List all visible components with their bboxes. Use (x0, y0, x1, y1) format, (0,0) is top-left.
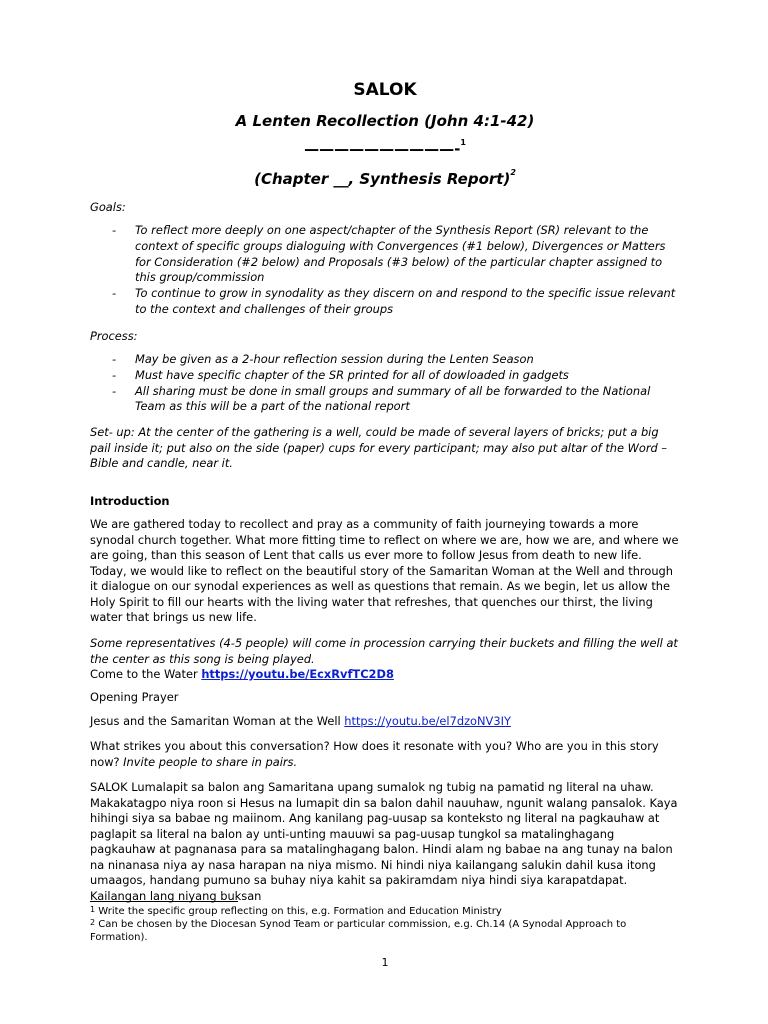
process-label: Process: (90, 329, 138, 343)
list-item: - May be given as a 2-hour reflection session during the Lenten Season (112, 352, 534, 366)
document-title: SALOK (353, 80, 417, 100)
process-text: May be given as a 2-hour reflection session during the Lenten Season (135, 352, 534, 366)
setup-text: Set- up: At the center of the gathering is a well, could be made of several layers of bricks; put a big pail inside it; put also on the side (paper) cups for every participant; may also put altar of the Word – Bible and candle, near it. (90, 425, 668, 470)
procession-block (90, 636, 680, 683)
procession-instruction: Some representatives (4-5 people) will come in procession carrying their buckets and filling the well at the center as this song is being played. (90, 636, 678, 666)
page-number: 1 (381, 956, 389, 969)
dash-blank: ——————————- (304, 140, 461, 158)
introduction-heading: Introduction (90, 494, 170, 508)
document-subtitle: A Lenten Recollection (John 4:1-42) (235, 112, 535, 130)
footnote-2 (90, 918, 680, 944)
group-name-blank (90, 140, 680, 158)
chapter-text: (Chapter __, Synthesis Report) (254, 170, 511, 188)
goal-text: To continue to grow in synodality as they discern on and respond to the specific issue relevant to the context and challenges of their groups (135, 286, 676, 316)
footnote-ref-1: 1 (460, 138, 466, 147)
opening-prayer: Opening Prayer (90, 690, 179, 704)
song-label: Come to the Water (90, 667, 202, 681)
footnote-text: Can be chosen by the Diocesan Synod Team or particular commission, e.g. Ch.14 (A Synodal Approach to Formation). (90, 919, 627, 943)
list-item: - To reflect more deeply on one aspect/chapter of the Synthesis Report (SR) relevant to the context of specific groups dialoguing with Convergences (#1 below), Divergences or Matters for Consideration (#2 below) and Proposals (#3 below) of the particular chapter assigned to this group/commission (112, 223, 666, 285)
questions-text: What strikes you about this conversation? How does it resonate with you? Who are you in this story now? (90, 739, 659, 769)
process-text: Must have specific chapter of the SR printed for all of dowloaded in gadgets (135, 367, 569, 382)
process-list (90, 352, 680, 415)
list-item: - All sharing must be done in small groups and summary of all be forwarded to the National Team as this will be a part of the national report (112, 383, 651, 414)
list-item: - Must have specific chapter of the SR printed for all of dowloaded in gadgets (112, 367, 569, 382)
footnote-number: 1 (90, 905, 96, 914)
song-link[interactable]: https://youtu.be/EcxRvfTC2D8 (201, 667, 394, 681)
footnote-number: 2 (90, 918, 96, 927)
goals-list (90, 223, 680, 318)
list-item: - To continue to grow in synodality as they discern on and respond to the specific issue relevant to the context and challenges of their groups (112, 286, 676, 316)
footnote-divider (90, 901, 238, 902)
song-line (90, 667, 680, 683)
salok-paragraph: SALOK Lumalapit sa balon ang Samaritana upang sumalok ng tubig na pamatid ng literal na uhaw. Makakatagpo niya roon si Hesus na lumapit din sa balon dahil nauuhaw, ngunit walang pansalok. Kaya hihingi siya sa babae ng maiinom. Ang kanilang pag-uusap sa konteksto ng literal na pagkauhaw at paglapit sa literal na balon ay unti-unting mauuwi sa pag-uusap tungkol sa matalinghagang pagkauhaw at pagnanasa para sa matalinghagang balon. Hindi alam ng babae na ang tunay na balon na ninanasa niya ay nasa harapan na niya mismo. Ni hindi niya kailangang salukin dahil kusa itong umaagos, handang pumuno sa buhay niya kahit sa pakiramdam niya hindi siya karapatdapat. Kailangan lang niyang buksan (90, 780, 678, 903)
questions-instruction: Invite people to share in pairs. (123, 754, 298, 769)
video-link[interactable]: https://youtu.be/el7dzoNV3IY (344, 714, 511, 728)
introduction-body: We are gathered today to recollect and pray as a community of faith journeying towards a more synodal church together. What more fitting time to reflect on where we are, how we are, and where we are going, than this season of Lent that calls us ever more to follow Jesus from death to new life. Today, we would like to reflect on the beautiful story of the Samaritan Woman at the Well and through it dialogue on our synodal experiences as well as questions that remain. As we begin, let us allow the Holy Spirit to fill our hearts with the living water that refreshes, that quenches our thirst, the living water that brings us new life. (90, 517, 679, 624)
questions-paragraph (90, 739, 680, 770)
video-line (90, 714, 680, 730)
footnote-text: Write the specific group reflecting on this, e.g. Formation and Education Ministry (95, 906, 502, 917)
video-label: Jesus and the Samaritan Woman at the Well (90, 714, 345, 728)
process-text: All sharing must be done in small groups and summary of all be forwarded to the National Team as this will be a part of the national report (135, 383, 651, 414)
goals-label: Goals: (90, 200, 126, 214)
goal-text: To reflect more deeply on one aspect/chapter of the Synthesis Report (SR) relevant to the context of specific groups dialoguing with Convergences (#1 below), Divergences or Matters for Consideration (#2 below) and Proposals (#3 below) of the particular chapter assigned to this group/commission (135, 223, 666, 285)
chapter-heading (90, 170, 680, 188)
footnote-ref-2: 2 (510, 168, 516, 177)
footnote-1 (90, 905, 680, 918)
